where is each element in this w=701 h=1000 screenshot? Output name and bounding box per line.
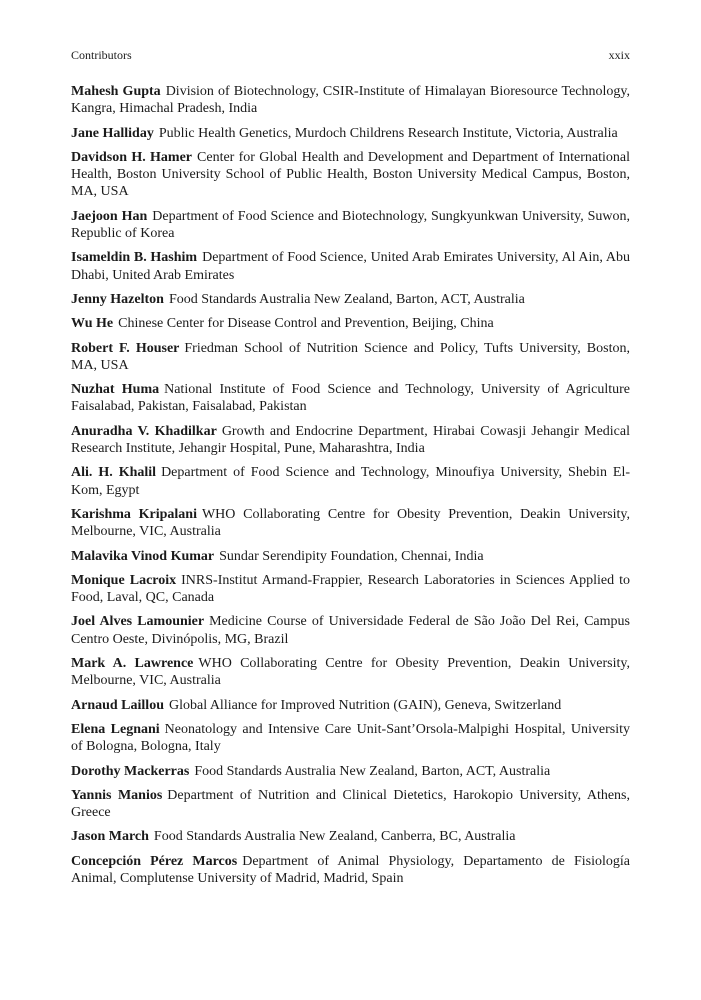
contributor-entry (71, 655, 630, 690)
contributor-name: Isameldin B. Hashim (71, 250, 198, 266)
contributor-name: Elena Legnani (71, 721, 160, 737)
contributor-affiliation: National Institute of Food Science and Technology, University of Agriculture Faisalabad, Pakistan, Faisalabad, Pakistan (71, 382, 630, 415)
contributor-name: Mahesh Gupta (71, 84, 161, 99)
contributor-entry (71, 853, 630, 888)
contributor-entry (71, 83, 630, 118)
contributor-name: Nuzhat Huma (71, 382, 160, 398)
contributor-entry (71, 697, 630, 714)
contributor-entry (71, 613, 630, 648)
contributor-name: Concepción Pérez Marcos (71, 853, 238, 869)
contributor-affiliation: Friedman School of Nutrition Science and Policy, Tufts University, Boston, MA, USA (71, 340, 630, 373)
contributor-affiliation: Department of Animal Physiology, Departamento de Fisiología Animal, Complutense University of Madrid, Madrid, Spain (71, 853, 630, 886)
contributor-affiliation: Department of Food Science and Biotechnology, Sungkyunkwan University, Suwon, Republic of Korea (71, 208, 630, 242)
contributor-affiliation: Department of Nutrition and Clinical Dietetics, Harokopio University, Athens, Greece (71, 787, 630, 821)
contributor-name: Joel Alves Lamounier (71, 614, 205, 630)
contributor-entry (71, 423, 630, 458)
contributor-affiliation: Center for Global Health and Development and Department of International Health, Boston University School of Public Health, Boston University Medical Campus, Boston, MA, USA (71, 149, 630, 200)
contributor-name: Karishma Kripalani (71, 506, 197, 522)
contributor-name: Ali. H. Khalil (71, 465, 157, 481)
contributor-name: Jane Halliday (71, 125, 154, 141)
contributor-entry (71, 125, 630, 142)
contributor-entry (71, 315, 630, 332)
contributor-name: Anuradha V. Khadilkar (71, 423, 217, 439)
contributor-name: Dorothy Mackerras (71, 763, 190, 779)
running-title: Contributors (71, 48, 132, 62)
contributor-entry (71, 381, 630, 416)
contributor-affiliation: Sundar Serendipity Foundation, Chennai, India (219, 548, 484, 564)
contributor-affiliation: Neonatology and Intensive Care Unit-Sant’Orsola-Malpighi Hospital, University of Bologna, Bologna, Italy (71, 721, 630, 755)
contributor-entry (71, 572, 630, 607)
running-header (71, 47, 630, 63)
contributor-affiliation: Medicine Course of Universidade Federal de São João Del Rei, Campus Centro Oeste, Divinópolis, MG, Brazil (71, 614, 630, 647)
contributor-entry (71, 464, 630, 499)
contributor-entry (71, 291, 630, 308)
contributor-name: Davidson H. Hamer (71, 149, 193, 165)
contributor-affiliation: INRS-Institut Armand-Frappier, Research Laboratories in Sciences Applied to Food, Laval, QC, Canada (71, 572, 631, 606)
contributor-entry (71, 548, 630, 565)
contributor-affiliation: Growth and Endocrine Department, Hirabai Cowasji Jehangir Medical Research Institute, Jehangir Hospital, Pune, Maharashtra, India (71, 423, 630, 457)
contributor-affiliation: Global Alliance for Improved Nutrition (GAIN), Geneva, Switzerland (168, 697, 562, 713)
contributor-entry (71, 149, 630, 201)
contributor-affiliation: Department of Food Science, United Arab Emirates University, Al Ain, Abu Dhabi, United Arab Emirates (71, 250, 630, 283)
contributor-name: Robert F. Houser (71, 340, 180, 356)
contributor-affiliation: Chinese Center for Disease Control and Prevention, Beijing, China (118, 316, 494, 332)
contributor-entry (71, 506, 630, 541)
contributor-name: Mark A. Lawrence (71, 656, 194, 672)
contributor-entry (71, 763, 630, 780)
contributor-name: Jason March (71, 829, 149, 845)
contributor-name: Monique Lacroix (71, 572, 177, 588)
contributor-entry (71, 721, 630, 756)
contributor-entry (71, 787, 630, 822)
contributor-affiliation: Department of Food Science and Technology, Minoufiya University, Shebin El-Kom, Egypt (71, 465, 631, 498)
contributor-name: Jaejoon Han (71, 208, 148, 224)
contributor-name: Yannis Manios (71, 787, 163, 803)
contributor-affiliation: Public Health Genetics, Murdoch Childrens Research Institute, Victoria, Australia (158, 125, 618, 141)
contributor-affiliation: WHO Collaborating Centre for Obesity Prevention, Deakin University, Melbourne, VIC, Australia (71, 656, 630, 689)
contributor-name: Jenny Hazelton (71, 291, 164, 307)
page-number: xxix (608, 48, 630, 62)
contributor-affiliation: Food Standards Australia New Zealand, Canberra, BC, Australia (153, 829, 516, 845)
contributor-name: Wu He (71, 316, 114, 332)
contributor-affiliation: Food Standards Australia New Zealand, Barton, ACT, Australia (168, 291, 525, 307)
contributor-entry (71, 828, 630, 845)
contributor-entry (71, 340, 630, 375)
contributor-entry (71, 208, 630, 243)
contributor-name: Arnaud Laillou (71, 697, 164, 713)
contributor-name: Malavika Vinod Kumar (71, 548, 215, 564)
contributor-list (71, 83, 630, 894)
contributor-affiliation: Division of Biotechnology, CSIR-Institute of Himalayan Bioresource Technology, Kangra, Himachal Pradesh, India (71, 84, 630, 117)
contributor-entry (71, 249, 630, 284)
contributor-affiliation: Food Standards Australia New Zealand, Barton, ACT, Australia (194, 763, 551, 779)
contributor-affiliation: WHO Collaborating Centre for Obesity Prevention, Deakin University, Melbourne, VIC, Australia (71, 506, 630, 540)
